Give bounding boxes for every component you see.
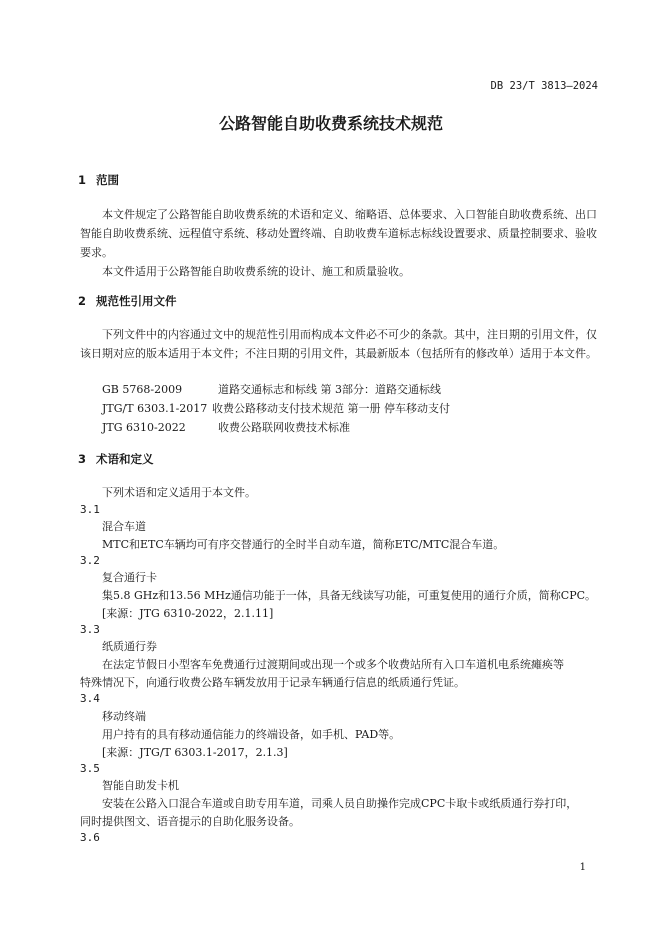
- reference-title: 收费公路移动支付技术规范 第一册 停车移动支付: [212, 402, 450, 415]
- term-number: 3.1: [80, 503, 100, 516]
- page-title: 公路智能自助收费系统技术规范: [218, 114, 443, 133]
- term-name: 纸质通行券: [102, 640, 157, 653]
- section-title: 范围: [96, 173, 119, 187]
- term-number: 3.6: [80, 831, 100, 844]
- paragraph: 下列文件中的内容通过文中的规范性引用而构成本文件必不可少的条款。其中，注日期的引用文件，仅该日期对应的版本适用于本文件；不注日期的引用文件，其最新版本（包括所有的修改单）适用于本文件。: [80, 328, 597, 360]
- term-name: 智能自助发卡机: [102, 779, 179, 792]
- term-number: 3.3: [80, 623, 100, 636]
- term-number: 3.2: [80, 554, 100, 567]
- section-number: 2: [78, 294, 87, 308]
- term-source: [来源：JTG/T 6303.1-2017，2.1.3]: [102, 746, 288, 759]
- term-number: 3.4: [80, 692, 100, 705]
- section-heading-normative-references: [78, 293, 177, 309]
- term-name: 混合车道: [102, 520, 146, 533]
- reference-item: [102, 381, 441, 397]
- term-definition: 在法定节假日小型客车免费通行过渡期间或出现一个或多个收费站所有入口车道机电系统瘫痪等: [102, 658, 564, 671]
- reference-title: 收费公路联网收费技术标准: [218, 421, 350, 434]
- reference-code: GB 5768-2009: [102, 383, 183, 396]
- page-number: 1: [579, 862, 586, 873]
- section-heading-terms: [78, 451, 154, 467]
- reference-title: 道路交通标志和标线 第 3部分：道路交通标线: [218, 383, 441, 396]
- paragraph: 本文件适用于公路智能自助收费系统的设计、施工和质量验收。: [102, 265, 410, 278]
- paragraph: 下列术语和定义适用于本文件。: [102, 486, 256, 499]
- term-definition: 安装在公路入口混合车道或自助专用车道，司乘人员自助操作完成CPC卡取卡或纸质通行券打印，: [102, 797, 578, 810]
- reference-item: [102, 400, 450, 416]
- term-definition-continued: 特殊情况下，向通行收费公路车辆发放用于记录车辆通行信息的纸质通行凭证。: [80, 676, 465, 689]
- reference-item: [102, 419, 350, 435]
- section-title: 术语和定义: [96, 452, 154, 466]
- section-title: 规范性引用文件: [96, 294, 177, 308]
- reference-code: JTG 6310-2022: [102, 421, 186, 434]
- term-source: [来源：JTG 6310-2022，2.1.11]: [102, 607, 274, 620]
- section-number: 3: [78, 452, 87, 466]
- paragraph: 本文件规定了公路智能自助收费系统的术语和定义、缩略语、总体要求、入口智能自助收费系统、出口智能自助收费系统、远程值守系统、移动处置终端、自助收费车道标志标线设置要求、质量控制要求、验收要求。: [80, 208, 597, 259]
- term-name: 复合通行卡: [102, 571, 157, 584]
- document-code: DB 23/T 3813—2024: [490, 80, 598, 92]
- term-definition: 集5.8 GHz和13.56 MHz通信功能于一体，具备无线读写功能，可重复使用的通行介质，简称CPC。: [102, 589, 597, 602]
- term-definition: MTC和ETC车辆均可有序交替通行的全时半自动车道，简称ETC/MTC混合车道。: [102, 538, 505, 551]
- section-number: 1: [78, 173, 87, 187]
- term-definition-continued: 同时提供图文、语音提示的自助化服务设备。: [80, 815, 300, 828]
- term-name: 移动终端: [102, 710, 146, 723]
- reference-code: JTG/T 6303.1-2017: [102, 402, 208, 415]
- term-number: 3.5: [80, 762, 100, 775]
- term-definition: 用户持有的具有移动通信能力的终端设备，如手机、PAD等。: [102, 728, 401, 741]
- section-heading-scope: [78, 172, 119, 188]
